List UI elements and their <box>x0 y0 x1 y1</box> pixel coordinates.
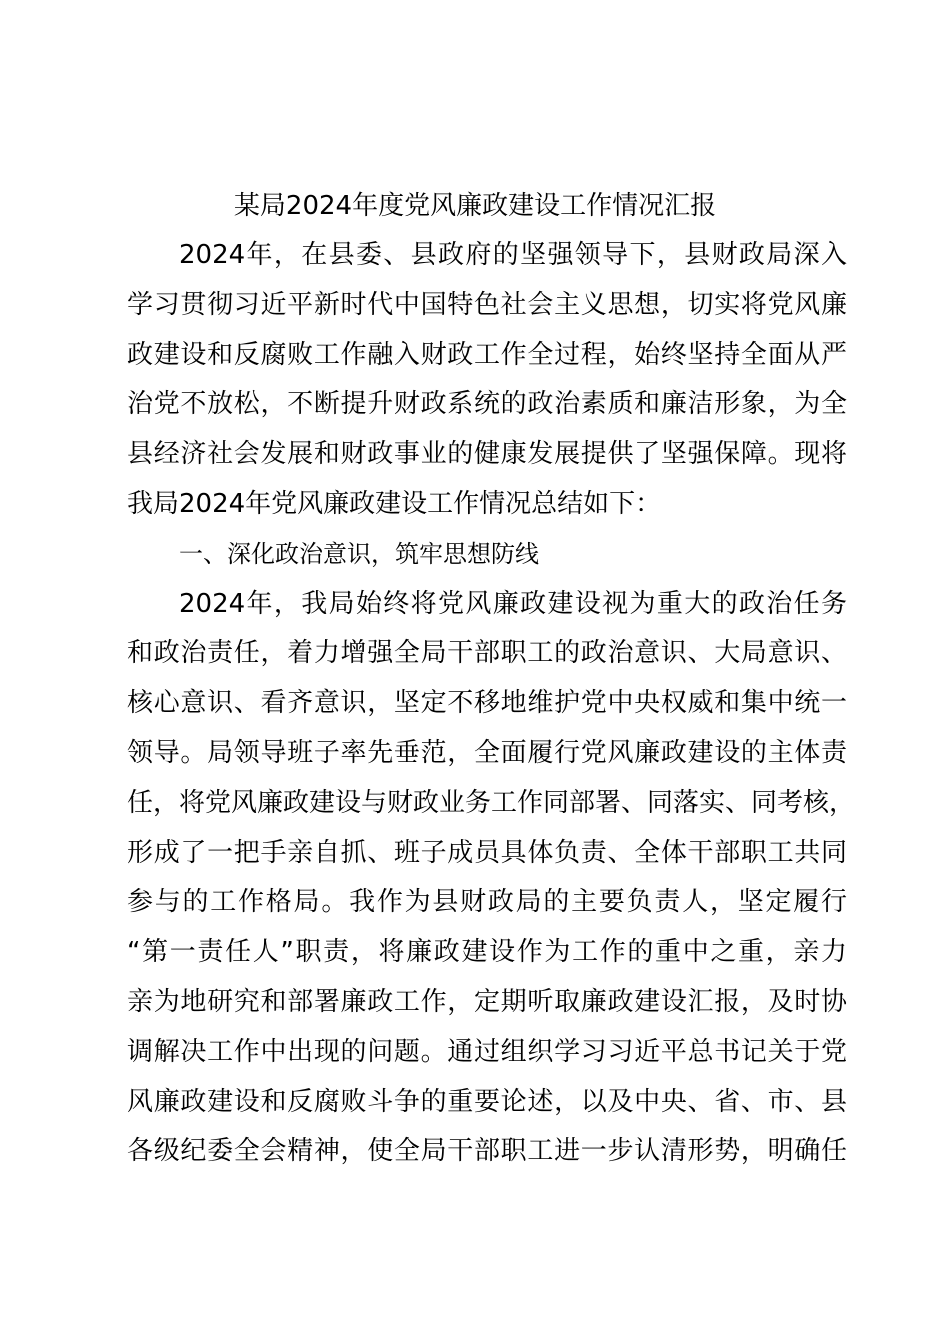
paragraph-line: 治党不放松，不断提升财政系统的政治素质和廉洁形象，为全 <box>127 389 847 420</box>
paragraph-line: 各级纪委全会精神，使全局干部职工进一步认清形势，明确任 <box>127 1136 847 1167</box>
section-heading: 一、深化政治意识，筑牢思想防线 <box>179 539 539 568</box>
paragraph-line: 县经济社会发展和财政事业的健康发展提供了坚强保障。现将 <box>127 439 847 470</box>
paragraph-line: 2024年，我局始终将党风廉政建设视为重大的政治任务 <box>179 588 847 619</box>
paragraph-line: 领导。局领导班子率先垂范，全面履行党风廉政建设的主体责 <box>127 737 847 768</box>
document-title: 某局2024年度党风廉政建设工作情况汇报 <box>233 191 717 221</box>
paragraph-line: 形成了一把手亲自抓、班子成员具体负责、全体干部职工共同 <box>127 837 847 868</box>
paragraph-line: 学习贯彻习近平新时代中国特色社会主义思想，切实将党风廉 <box>127 289 847 320</box>
paragraph-line: 政建设和反腐败工作融入财政工作全过程，始终坚持全面从严 <box>127 339 847 370</box>
paragraph-line: 任，将党风廉政建设与财政业务工作同部署、同落实、同考核， <box>127 787 856 818</box>
paragraph-line: 亲为地研究和部署廉政工作，定期听取廉政建设汇报，及时协 <box>127 986 847 1017</box>
paragraph-line: 和政治责任，着力增强全局干部职工的政治意识、大局意识、 <box>127 638 847 669</box>
paragraph-line: 风廉政建设和反腐败斗争的重要论述，以及中央、省、市、县 <box>127 1086 847 1117</box>
paragraph-line: 调解决工作中出现的问题。通过组织学习习近平总书记关于党 <box>127 1036 847 1067</box>
paragraph-line: 我局2024年党风廉政建设工作情况总结如下： <box>127 488 662 519</box>
paragraph-line: “第一责任人”职责，将廉政建设作为工作的重中之重，亲力 <box>127 937 847 968</box>
document-body <box>127 235 856 1181</box>
paragraph-line: 参与的工作格局。我作为县财政局的主要负责人，坚定履行 <box>127 887 847 918</box>
paragraph-line: 核心意识、看齐意识，坚定不移地维护党中央权威和集中统一 <box>127 688 847 719</box>
paragraph-line: 2024年，在县委、县政府的坚强领导下，县财政局深入 <box>179 240 847 270</box>
